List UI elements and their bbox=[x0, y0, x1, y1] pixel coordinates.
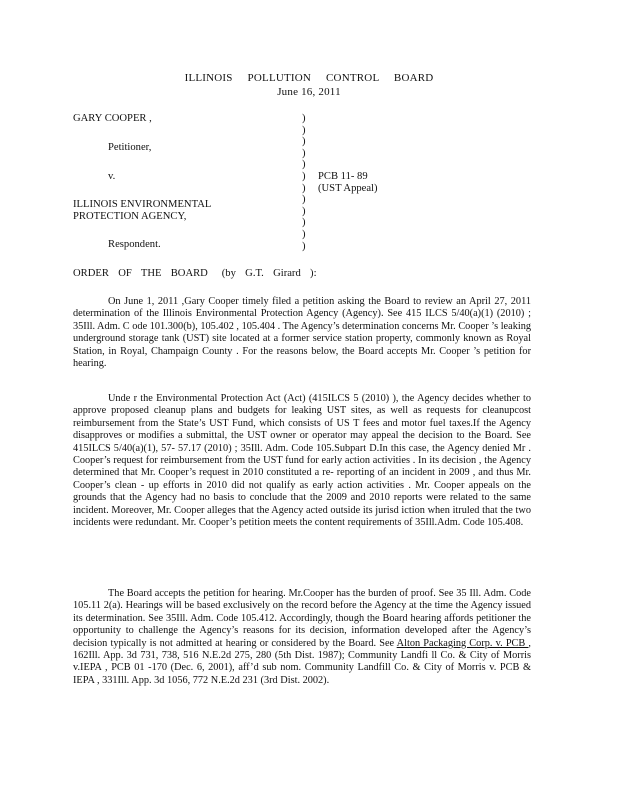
caption-paren: ) bbox=[302, 136, 306, 148]
caption-paren: ) bbox=[302, 240, 306, 252]
caption-paren: ) bbox=[302, 228, 306, 240]
caption-paren: ) bbox=[302, 194, 306, 206]
petitioner-name: GARY COOPER , bbox=[73, 113, 152, 124]
paragraph-3 bbox=[73, 588, 531, 687]
paragraph-1: On June 1, 2011 ,Gary Cooper timely filed a petition asking the Board to review an April 27, 2011 determination of the Illinois Environmental Protection Agency (Agency). See 415 ILCS 5/40(a)(1) (2010) ; 35Ill. Adm. C ode 101.300(b), 105.402 , 105.404 . The Agency’s determination concerns Mr. Cooper ’s leaking underground storage tank (UST) site located at a former service station property, commonly known as Royal Station, in Royal, Champaign County . For the reasons below, the Board accepts Mr. Cooper ’s petition for hearing. bbox=[73, 296, 531, 370]
caption-paren: ) bbox=[302, 182, 306, 194]
paragraph-3-text-b: , 162Ill. App. 3d 731, 738, 516 N.E.2d 275, 280 (5th Dist. 1987); Community Landfi ll Co. & City of Morris v.IEPA , PCB 01 -170 (Dec. 6, 2001), aff’d sub nom. Community Landfill Co. & City of Morris v. PCB & IEPA , 331Ill. App. 3d 1056, 772 N.E.2d 231 (3rd Dist. 2002). bbox=[73, 637, 531, 686]
paragraph-2: Unde r the Environmental Protection Act (Act) (415ILCS 5 (2010) ), the Agency decides whether to approve proposed cleanup plans and budgets for leaking UST sites, as well as requests for cleanupcost reimbursement from the State’s UST Fund, which consists of US T fees and motor fuel taxes.If the Agency disapproves or modifies a submittal, the UST owner or operator may appeal the decision to the Board. See 415ILCS 5/40(a)(1), 57- 57.17 (2010) ; 35Ill. Adm. Code 105.Subpart D.In this case, the Agency denied Mr . Cooper’s request for reimbursement from the UST fund for early action activities . In its decision , the Agency determined that Mr. Cooper’s request in 2010 constituted a re- reporting of an incident in 2009 , and thus Mr. Cooper’s clean - up efforts in 2010 did not qualify as early action activities . Mr. Cooper appeals on the grounds that the Agency had no basis to conclude that the 2009 and 2010 reports were related to the same incident. Moreover, Mr. Cooper alleges that the Agency acted outside its jurisd iction when itruled that the two incidents were redundant. Mr. Cooper’s petition meets the content requirements of 35Ill.Adm. Code 105.408. bbox=[73, 393, 531, 529]
caption-paren: ) bbox=[302, 217, 306, 229]
respondent-name-line1: ILLINOIS ENVIRONMENTAL bbox=[73, 199, 212, 210]
respondent-name-line2: PROTECTION AGENCY, bbox=[73, 211, 187, 222]
case-type: (UST Appeal) bbox=[318, 183, 378, 194]
petitioner-role: Petitioner, bbox=[108, 142, 152, 153]
caption-paren: ) bbox=[302, 170, 306, 182]
paragraph-3-text-a: The Board accepts the petition for hearing. Mr.Cooper has the burden of proof. See 35 Ill. Adm. Code 105.11 2(a). Hearings will be based exclusively on the record before the Agency at the time the Agency issued its determination. See 35Ill. Adm. Code 105.412. Accordingly, though the Board hearing affords petitioner the opportunity to challenge the Agency’s reasons for its decision, information developed after the Agency’s decision typically is not admitted at hearing or considered by the Board. See bbox=[73, 588, 531, 649]
case-caption bbox=[73, 113, 543, 253]
caption-paren: ) bbox=[302, 113, 306, 124]
caption-paren: ) bbox=[302, 159, 306, 171]
case-citation-alton-packaging: Alton Packaging Corp. v. PCB bbox=[396, 637, 529, 649]
caption-paren: ) bbox=[302, 124, 306, 136]
caption-paren: ) bbox=[302, 205, 306, 217]
board-title: ILLINOIS POLLUTION CONTROL BOARD bbox=[184, 72, 434, 84]
order-date: June 16, 2011 bbox=[277, 86, 341, 98]
respondent-role: Respondent. bbox=[108, 239, 161, 250]
case-number: PCB 11- 89 bbox=[318, 171, 368, 182]
versus-label: v. bbox=[108, 171, 116, 182]
order-heading: ORDER OF THE BOARD (by G.T. Girard ): bbox=[73, 268, 317, 279]
caption-parenthesis-column bbox=[302, 113, 312, 252]
caption-paren: ) bbox=[302, 147, 306, 159]
